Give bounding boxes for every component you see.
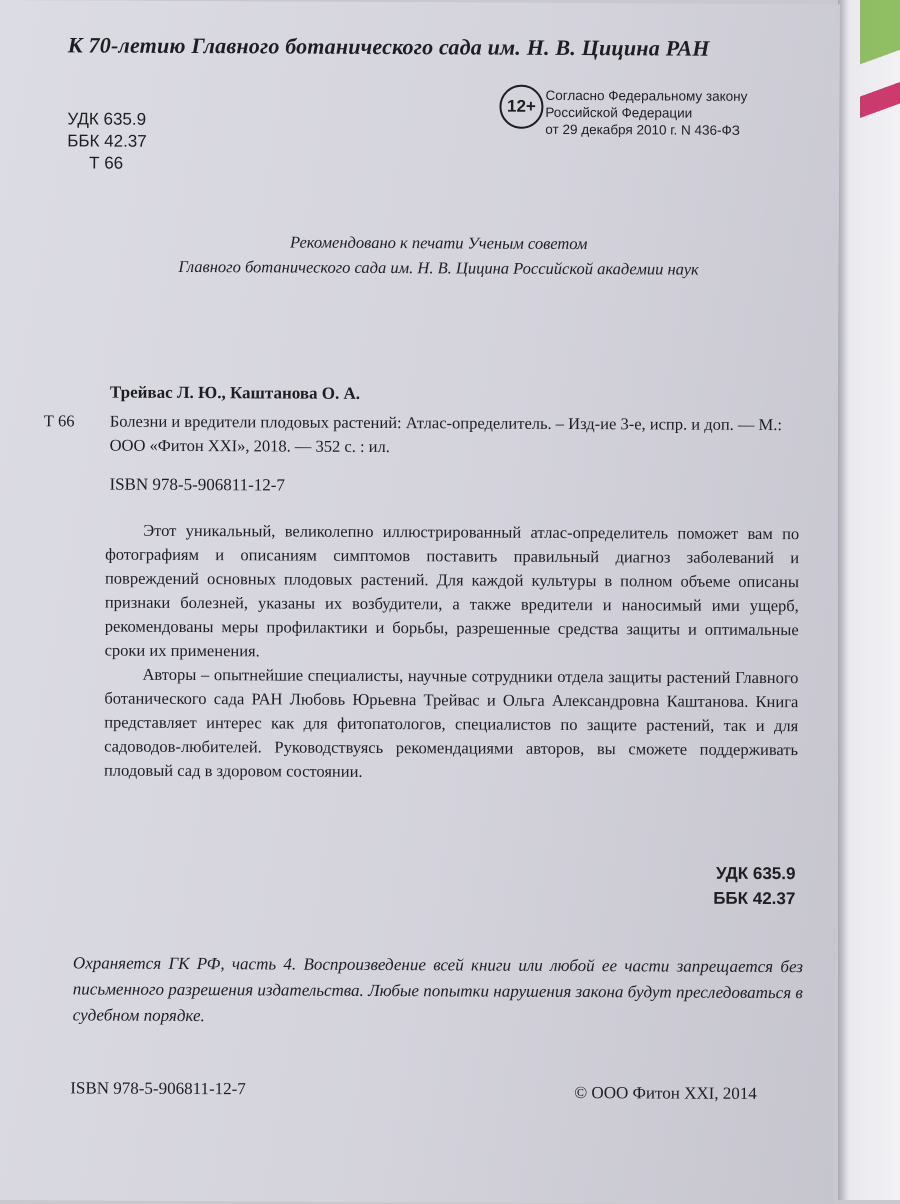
dedication-heading: К 70-летию Главного ботанического сада им. Н. В. Цицина РАН: [67, 32, 710, 61]
isbn-top: ISBN 978-5-906811-12-7: [109, 474, 286, 495]
law-line-2: Российской Федерации: [545, 104, 693, 121]
law-line-3: от 29 декабря 2010 г. N 436-ФЗ: [545, 121, 741, 138]
authors-line: Трейвас Л. Ю., Каштанова О. А.: [109, 382, 361, 403]
annotation: [104, 519, 799, 787]
classification-block-right: [685, 861, 795, 912]
recommendation-note: [129, 229, 749, 282]
bibliographic-author-mark: Т 66: [43, 411, 75, 431]
recommendation-line-1: Рекомендовано к печати Ученым советом: [289, 232, 588, 254]
recommendation-line-2: Главного ботанического сада им. Н. В. Цицина Российской академии наук: [178, 256, 699, 279]
bbk-code-right: ББК 42.37: [713, 888, 796, 909]
annotation-paragraph-2: Авторы – опытнейшие специалисты, научные сотрудники отдела защиты растений Главного ботанического сада РАН Любовь Юрьевна Трейвас и Ольга Александровна Каштанова. Книга представляет интерес как для фитопатологов, специалистов по защите растений, так и для садоводов-любителей. Руководствуясь рекомендациями авторов, вы сможете поддерживать плодовый сад в здоровом состоянии.: [103, 664, 799, 781]
annotation-paragraph-1: Этот уникальный, великолепно иллюстрированный атлас-определитель поможет вам по фотографиям и описаниям симптомов поставить правильный диагноз заболеваний и повреждений основных плодовых растений. Для каждой культуры в полном объеме описаны признаки болезней, указаны их возбудители, а также вредители и наносимый ими ущерб, рекомендованы меры профилактики и борьбы, разрешенные средства защиты и оптимальные сроки их применения.: [104, 520, 800, 661]
author-mark: Т 66: [89, 153, 124, 173]
bbk-code: ББК 42.37: [67, 131, 147, 151]
age-rating-badge: 12+: [499, 85, 543, 129]
publisher-copyright: © ООО Фитон XXI, 2014: [574, 1083, 757, 1103]
age-rating-law-text: [545, 87, 747, 139]
law-line-1: Согласно Федеральному закону: [545, 87, 748, 104]
classification-block-left: [67, 108, 147, 174]
isbn-bottom: ISBN 978-5-906811-12-7: [70, 1078, 246, 1099]
udc-code: УДК 635.9: [67, 109, 147, 129]
copyright-notice: Охраняется ГК РФ, часть 4. Воспроизведение всей книги или любой ее части запрещается без письменного разрешения издательства. Любые попытки нарушения закона будут преследоваться в судебном порядке.: [72, 953, 803, 1026]
udc-code-right: УДК 635.9: [715, 863, 796, 884]
bibliographic-description: Болезни и вредители плодовых растений: Атлас-определитель. – Изд-ие 3-е, испр. и доп. — М.: ООО «Фитон XXI», 2018. — 352 с. : ил.: [109, 411, 783, 457]
cover-stripe-decoration: [860, 0, 900, 200]
adjacent-page-edge: [838, 0, 900, 1200]
